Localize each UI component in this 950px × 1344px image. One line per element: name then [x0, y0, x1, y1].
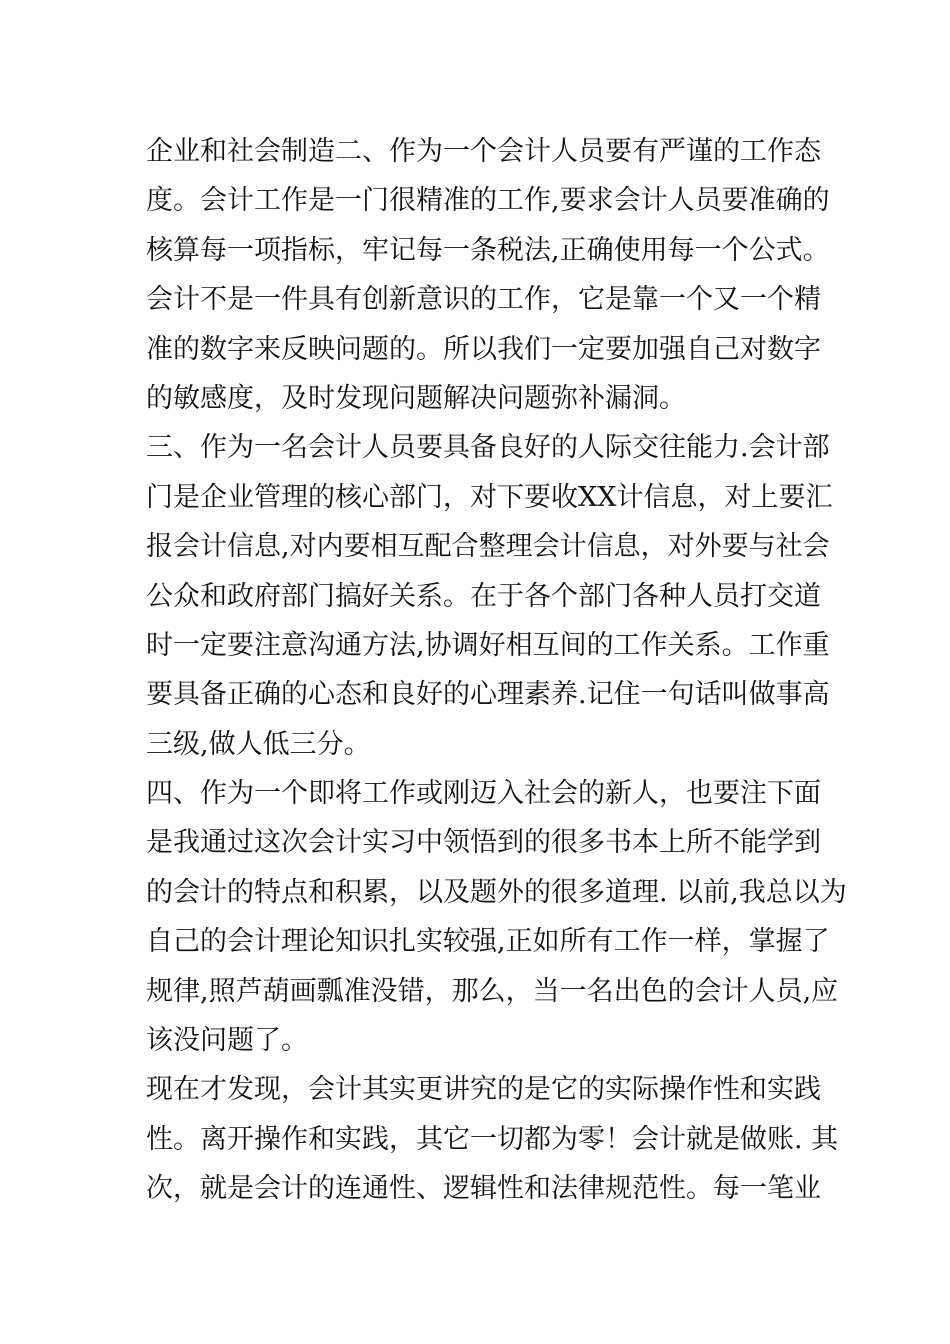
text-line: 三级,做人低三分。 [146, 728, 371, 760]
text-line: 四、作为一个即将工作或刚迈入社会的新人，也要注下面 [146, 778, 821, 810]
text-line: 核算每一项指标，牢记每一条税法,正确使用每一个公式。 [146, 234, 830, 266]
text-line: 性。离开操作和实践，其它一切都为零！会计就是做账. 其 [146, 1123, 839, 1155]
text-line: 的敏感度，及时发现问题解决问题弥补漏洞。 [146, 382, 686, 414]
body-text [146, 127, 847, 1214]
text-line: 度。会计工作是一门很精准的工作,要求会计人员要准确的 [146, 185, 830, 217]
text-line: 会计不是一件具有创新意识的工作，它是靠一个又一个精 [146, 284, 821, 316]
text-line: 企业和社会制造二、作为一个会计人员要有严谨的工作态 [146, 136, 821, 167]
text-line: 现在才发现，会计其实更讲究的是它的实际操作性和实践 [146, 1074, 821, 1106]
text-line: 时一定要注意沟通方法,协调好相互间的工作关系。工作重 [146, 629, 830, 661]
text-line: 规律,照芦葫画瓢准没错，那么，当一名出色的会计人员,应 [146, 975, 839, 1007]
text-line: 是我通过这次会计实习中领悟到的很多书本上所不能学到 [146, 827, 821, 859]
text-line: 的会计的特点和积累，以及题外的很多道理. 以前,我总以为 [146, 876, 847, 908]
text-line: 三、作为一名会计人员要具备良好的人际交往能力.会计部 [146, 432, 830, 464]
text-line: 公众和政府部门搞好关系。在于各个部门各种人员打交道 [146, 580, 821, 612]
text-line: 准的数字来反映问题的。所以我们一定要加强自己对数字 [146, 333, 821, 365]
text-line: 次，就是会计的连通性、逻辑性和法律规范性。每一笔业 [146, 1173, 821, 1205]
text-line: 该没问题了。 [146, 1025, 308, 1057]
text-line: 门是企业管理的核心部门，对下要收XX计信息，对上要汇 [146, 481, 833, 513]
text-line: 自己的会计理论知识扎实较强,正如所有工作一样，掌握了 [146, 926, 830, 958]
text-line: 报会计信息,对内要相互配合整理会计信息，对外要与社会 [146, 531, 830, 563]
text-line: 要具备正确的心态和良好的心理素养.记住一句话叫做事高 [146, 679, 830, 711]
